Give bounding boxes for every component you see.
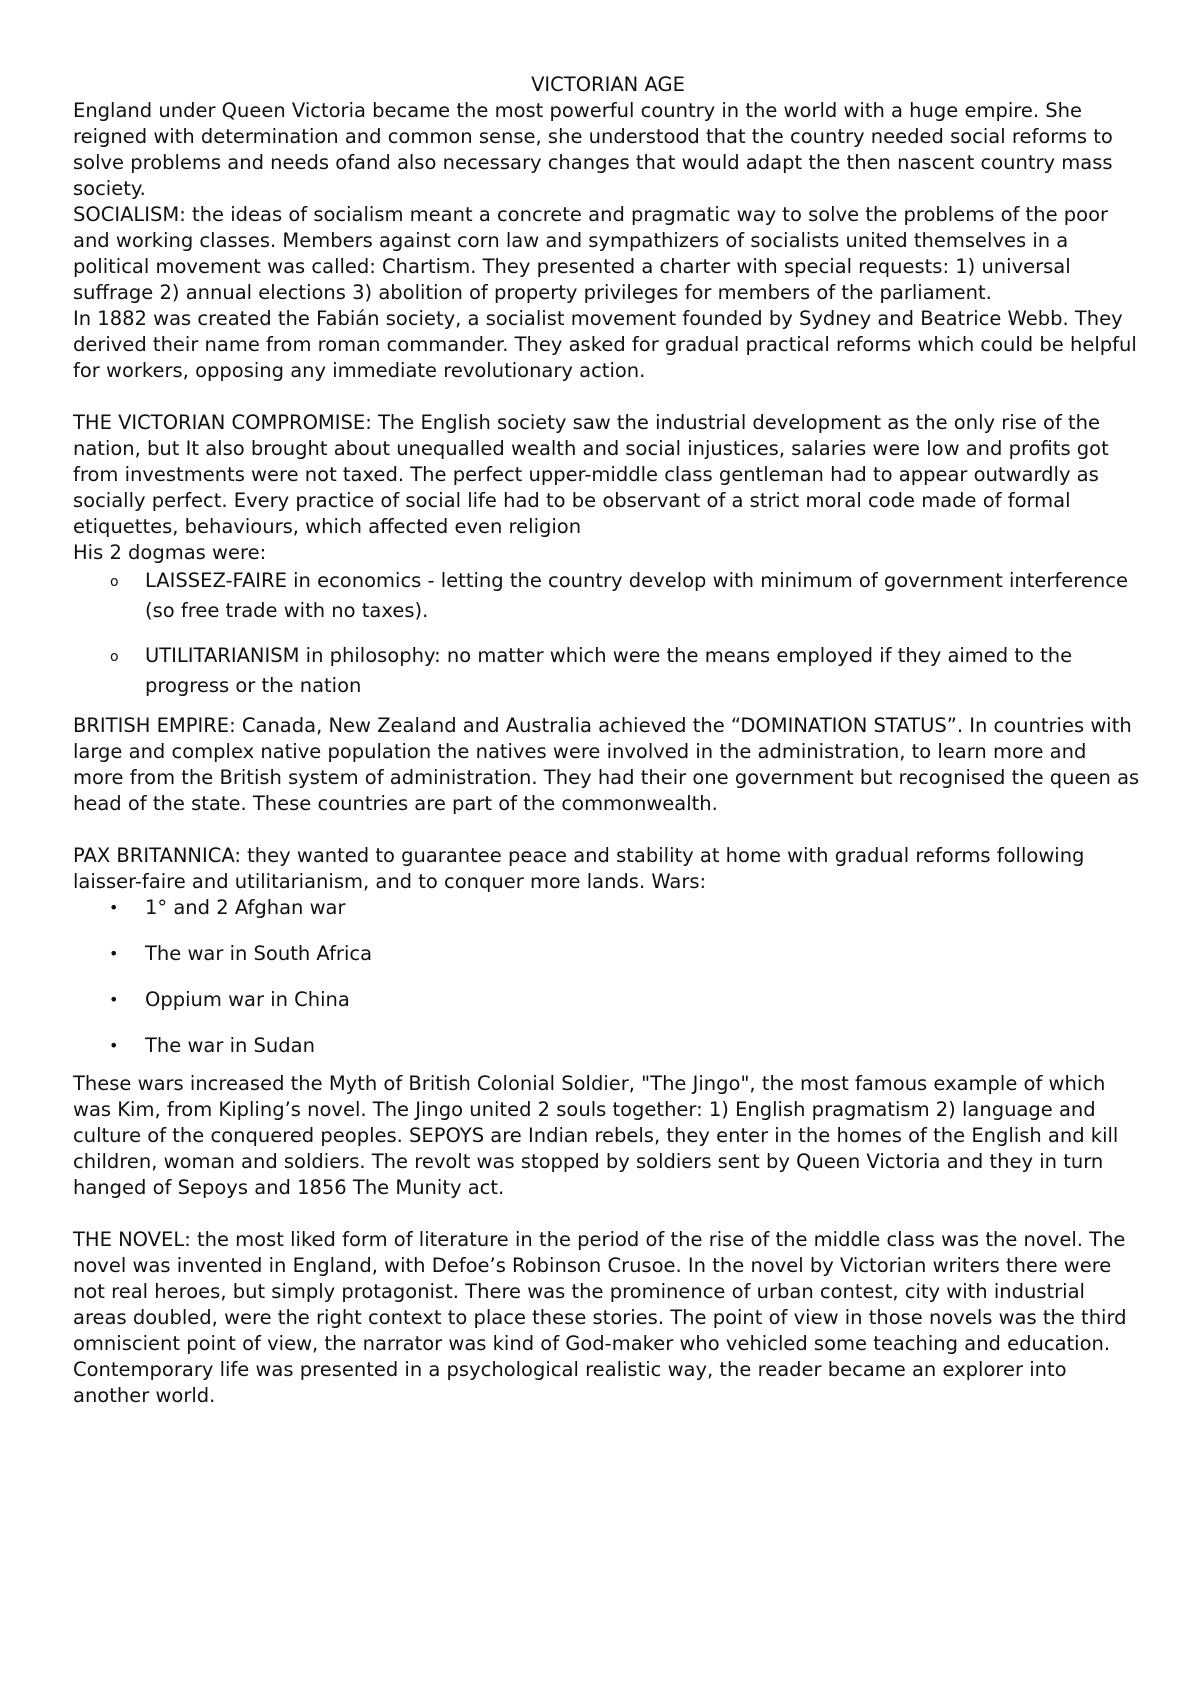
list-item bbox=[73, 895, 1143, 921]
fabian-paragraph: In 1882 was created the Fabián society, a socialist movement founded by Sydney and Beatrice Webb. They derived their name from roman commander. They asked for gradual practical reforms which could be helpful for workers, opposing any immediate revolutionary action. bbox=[73, 307, 1137, 382]
page-title: VICTORIAN AGE bbox=[531, 73, 685, 96]
list-item bbox=[73, 941, 1143, 967]
paragraph-spacer bbox=[73, 384, 1143, 410]
list-item-text: The war in Sudan bbox=[145, 1034, 315, 1057]
paragraph-spacer bbox=[73, 1201, 1143, 1227]
dogmas-intro: His 2 dogmas were: bbox=[73, 541, 267, 564]
novel-paragraph: THE NOVEL: the most liked form of literature in the period of the rise of the middle class was the novel. The novel was invented in England, with Defoe’s Robinson Crusoe. In the novel by Victorian writers there were not real heroes, but simply protagonist. There was the prominence of urban contest, city with industrial areas doubled, were the right context to place these stories. The point of view in those novels was the third omniscient point of view, the narrator was kind of God-maker who vehicled some teaching and education. Contemporary life was presented in a psychological realistic way, the reader became an explorer into another world. bbox=[73, 1228, 1127, 1407]
pax-paragraph: PAX BRITANNICA: they wanted to guarantee peace and stability at home with gradual reforms following laisser-faire and utilitarianism, and to conquer more lands. Wars: bbox=[73, 844, 1085, 893]
list-item-text: Oppium war in China bbox=[145, 988, 350, 1011]
circle-bullet-icon: o bbox=[110, 574, 119, 590]
dogmas-list bbox=[73, 566, 1143, 701]
list-item-text: The war in South Africa bbox=[145, 942, 373, 965]
list-item bbox=[73, 1033, 1143, 1059]
empire-paragraph: BRITISH EMPIRE: Canada, New Zealand and Australia achieved the “DOMINATION STATUS”. In countries with large and complex native population the natives were involved in the administration, to learn more and more from the British system of administration. They had their one government but recognised the queen as head of the state. These countries are part of the commonwealth. bbox=[73, 714, 1140, 815]
list-item-text: 1° and 2 Afghan war bbox=[145, 896, 346, 919]
intro-paragraph: England under Queen Victoria became the most powerful country in the world with a huge empire. She reigned with determination and common sense, she understood that the country needed social reforms to solve problems and needs ofand also necessary changes that would adapt the then nascent country mass society. bbox=[73, 99, 1113, 200]
bullet-icon: • bbox=[109, 944, 119, 963]
list-item bbox=[73, 641, 1143, 701]
list-item-text: UTILITARIANISM in philosophy: no matter which were the means employed if they aimed to the progress or the nation bbox=[145, 644, 1073, 697]
bullet-icon: • bbox=[109, 1036, 119, 1055]
compromise-paragraph: THE VICTORIAN COMPROMISE: The English society saw the industrial development as the only rise of the nation, but It also brought about unequalled wealth and social injustices, salaries were low and profits got from investments were not taxed. The perfect upper-middle class gentleman had to appear outwardly as socially perfect. Every practice of social life had to be observant of a strict moral code made of formal etiquettes, behaviours, which affected even religion bbox=[73, 411, 1109, 538]
document-page bbox=[73, 72, 1143, 1409]
bullet-icon: • bbox=[109, 898, 119, 917]
wars-list bbox=[73, 895, 1143, 1059]
list-item bbox=[73, 987, 1143, 1013]
list-item-text: LAISSEZ-FAIRE in economics - letting the country develop with minimum of government interference (so free trade with no taxes). bbox=[145, 569, 1128, 622]
list-item bbox=[73, 566, 1143, 626]
socialism-paragraph: SOCIALISM: the ideas of socialism meant a concrete and pragmatic way to solve the problems of the poor and working classes. Members against corn law and sympathizers of socialists united themselves in a political movement was called: Chartism. They presented a charter with special requests: 1) universal suffrage 2) annual elections 3) abolition of property privileges for members of the parliament. bbox=[73, 203, 1109, 304]
bullet-icon: • bbox=[109, 990, 119, 1009]
circle-bullet-icon: o bbox=[110, 649, 119, 665]
paragraph-spacer bbox=[73, 817, 1143, 843]
jingo-paragraph: These wars increased the Myth of British Colonial Soldier, "The Jingo", the most famous example of which was Kim, from Kipling’s novel. The Jingo united 2 souls together: 1) English pragmatism 2) language and culture of the conquered peoples. SEPOYS are Indian rebels, they enter in the homes of the English and kill children, woman and soldiers. The revolt was stopped by soldiers sent by Queen Victoria and they in turn hanged of Sepoys and 1856 The Munity act. bbox=[73, 1072, 1119, 1199]
